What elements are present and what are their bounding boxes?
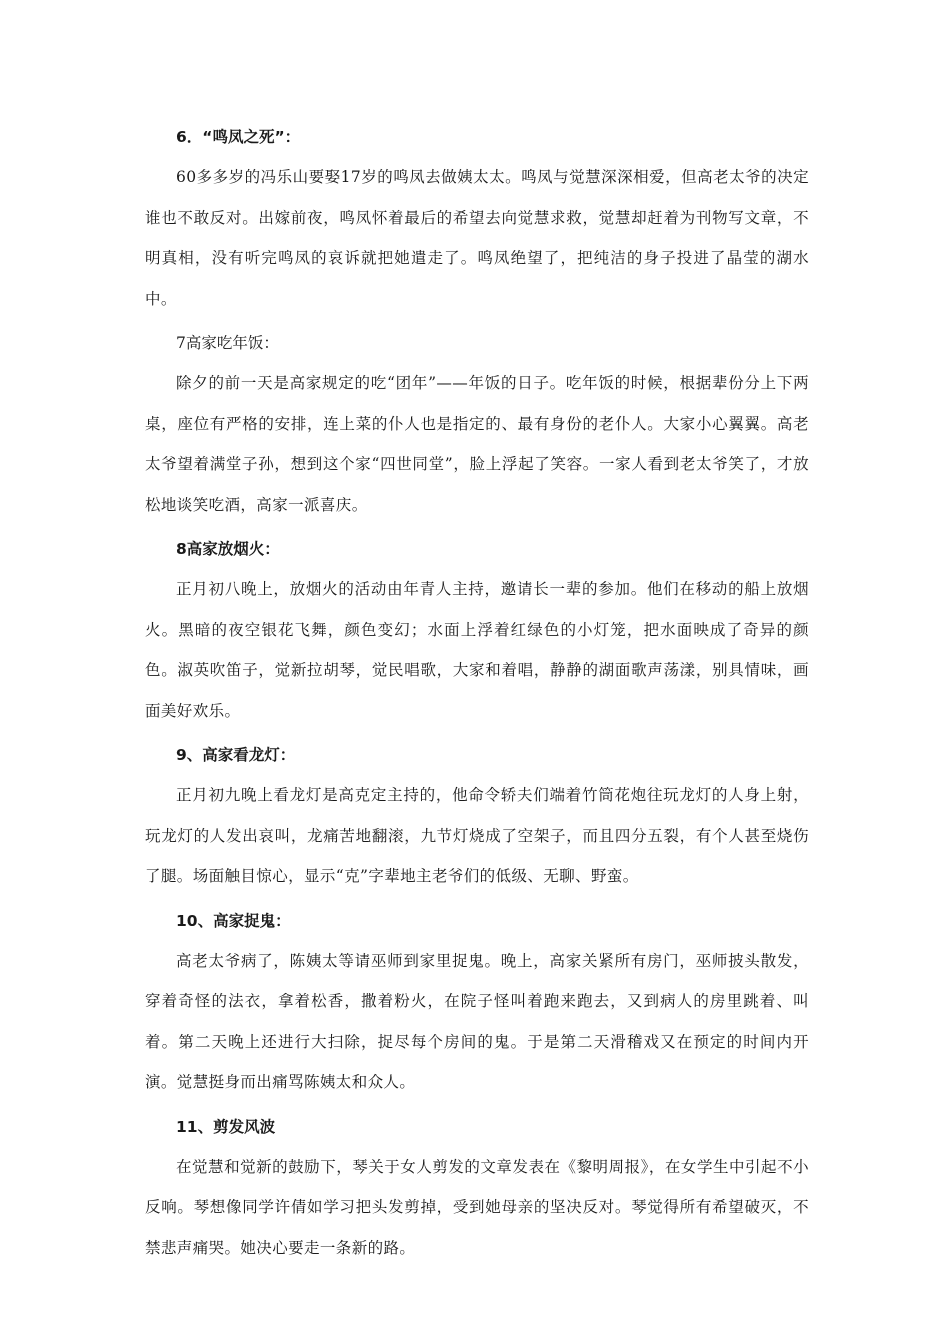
section-heading-6: 6．“鸣凤之死”： <box>176 128 301 146</box>
section-paragraph-10: 高老太爷病了，陈姨太等请巫师到家里捉鬼。晚上，高家关紧所有房门，巫师披头散发，穿着奇怪的法衣，拿着松香，撒着粉火，在院子怪叫着跑来跑去，又到病人的房里跳着、叫着。第二天晚上还进行大扫除，捉尽每个房间的鬼。于是第二天滑稽戏又在预定的时间内开演。觉慧挺身而出痛骂陈姨太和众人。 <box>145 951 809 1091</box>
section-heading-10: 10、高家捉鬼： <box>176 911 291 930</box>
section-heading-9: 9、高家看龙灯： <box>176 746 296 764</box>
section-paragraph-6: 60多多岁的冯乐山要娶17岁的鸣凤去做姨太太。鸣凤与觉慧深深相爱，但高老太爷的决定谁也不敢反对。出嫁前夜，鸣凤怀着最后的希望去向觉慧求救，觉慧却赶着为刊物写文章，不明真相，没有听完鸣凤的哀诉就把她遣走了。鸣凤绝望了，把纯洁的身子投进了晶莹的湖水中。 <box>145 168 809 308</box>
document-body <box>145 119 809 1274</box>
section-heading-8: 8高家放烟火： <box>176 540 280 558</box>
section-heading-11: 11、剪发风波 <box>176 1117 276 1136</box>
section-paragraph-7: 除夕的前一天是高家规定的吃“团年”——年饭的日子。吃年饭的时候，根据辈份分上下两桌，座位有严格的安排，连上菜的仆人也是指定的、最有身份的老仆人。大家小心翼翼。高老太爷望着满堂子孙，想到这个家“四世同堂”，脸上浮起了笑容。一家人看到老太爷笑了，才放松地谈笑吃酒，高家一派喜庆。 <box>145 374 809 514</box>
section-paragraph-11: 在觉慧和觉新的鼓励下，琴关于女人剪发的文章发表在《黎明周报》，在女学生中引起不小反响。琴想像同学许倩如学习把头发剪掉，受到她母亲的坚决反对。琴觉得所有希望破灭，不禁悲声痛哭。她决心要走一条新的路。 <box>145 1157 809 1257</box>
section-paragraph-9: 正月初九晚上看龙灯是高克定主持的，他命令轿夫们端着竹筒花炮往玩龙灯的人身上射，玩龙灯的人发出哀叫，龙痛苦地翻滚，九节灯烧成了空架子，而且四分五裂，有个人甚至烧伤了腿。场面触目惊心，显示“克”字辈地主老爷们的低级、无聊、野蛮。 <box>145 786 809 885</box>
section-paragraph-8: 正月初八晚上，放烟火的活动由年青人主持，邀请长一辈的参加。他们在移动的船上放烟火。黑暗的夜空银花飞舞，颜色变幻；水面上浮着红绿色的小灯笼，把水面映成了奇异的颜色。淑英吹笛子，觉新拉胡琴，觉民唱歌，大家和着唱，静静的湖面歌声荡漾，别具情味，画面美好欢乐。 <box>145 580 809 720</box>
section-heading-7: 7高家吃年饭： <box>176 334 279 352</box>
